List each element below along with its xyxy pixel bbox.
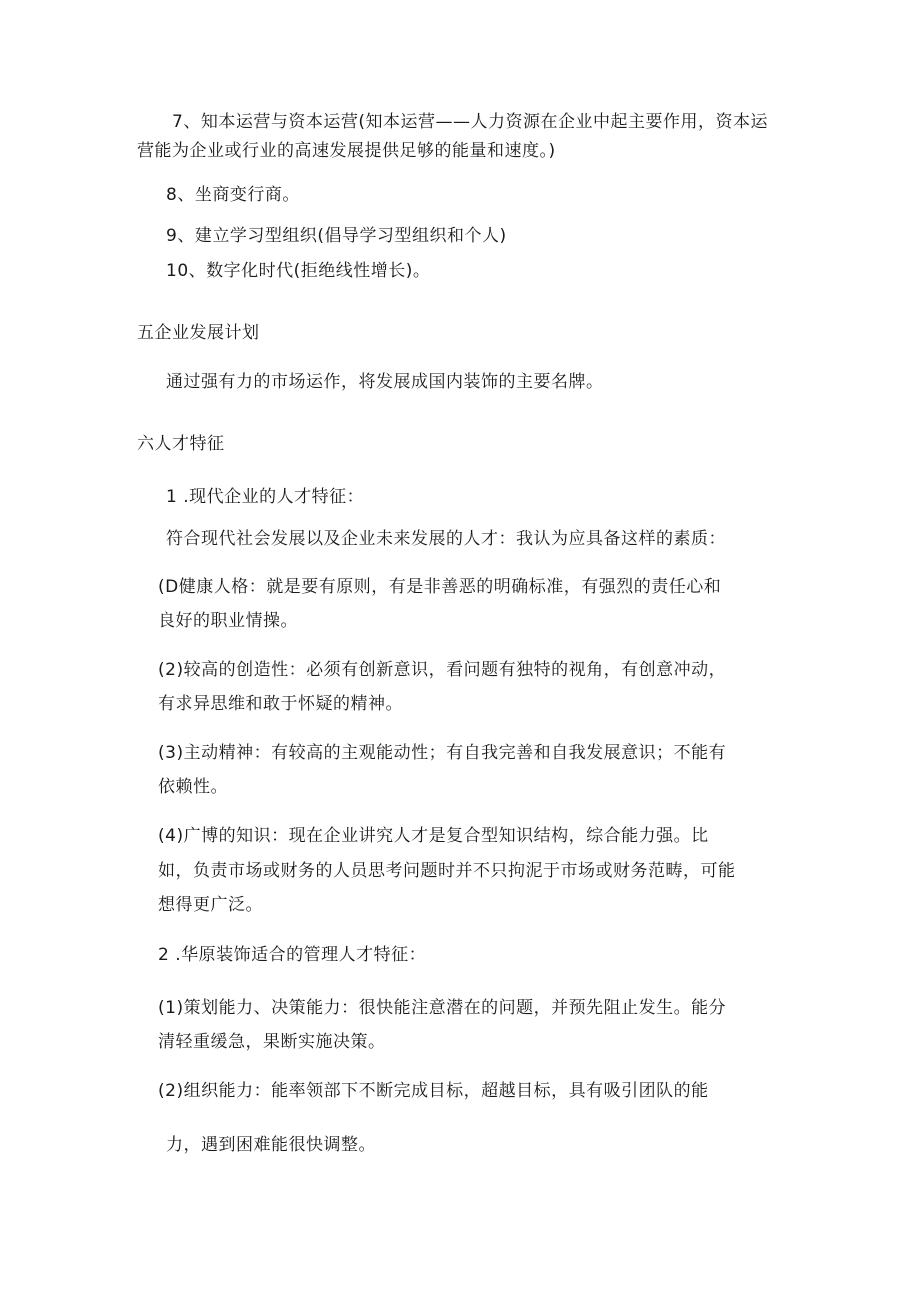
trait-3-line-1: (3)主动精神：有较高的主观能动性；有自我完善和自我发展意识；不能有 [158, 743, 727, 763]
item-10: 10、数字化时代(拒绝线性增长)。 [166, 261, 431, 281]
section-6-heading: 六人才特征 [137, 434, 225, 454]
trait-1-line-1: (D健康人格：就是要有原则，有是非善恶的明确标准，有强烈的责任心和 [158, 577, 722, 597]
mgmt-trait-1-line-1: (1)策划能力、决策能力：很快能注意潜在的问题，并预先阻止发生。能分 [158, 998, 727, 1018]
trait-2-line-1: (2)较高的创造性：必须有创新意识，看问题有独特的视角，有创意冲动， [158, 660, 727, 680]
trait-2-line-2: 有求异思维和敢于怀疑的精神。 [158, 694, 403, 714]
item-8: 8、坐商变行商。 [166, 185, 300, 205]
mgmt-trait-1-line-2: 清轻重缓急，果断实施决策。 [158, 1032, 386, 1052]
section-5-body: 通过强有力的市场运作，将发展成国内装饰的主要名牌。 [166, 372, 604, 392]
trait-4-line-1: (4)广博的知识：现在企业讲究人才是复合型知识结构，综合能力强。比 [158, 826, 709, 846]
item-7-line-1: 7、知本运营与资本运营(知本运营——人力资源在企业中起主要作用，资本运 [172, 112, 768, 132]
trait-1-line-2: 良好的职业情操。 [158, 611, 298, 631]
item-9: 9、建立学习型组织(倡导学习型组织和个人) [166, 226, 507, 246]
mgmt-trait-2-line-2: 力，遇到困难能很快调整。 [166, 1135, 376, 1155]
subsection-2-title: 2 .华原装饰适合的管理人才特征： [158, 945, 427, 965]
trait-4-line-2: 如，负责市场或财务的人员思考问题时并不只拘泥于市场或财务范畴，可能 [158, 861, 736, 881]
trait-3-line-2: 依赖性。 [158, 777, 228, 797]
subsection-1-title: 1 .现代企业的人才特征： [166, 487, 365, 507]
section-5-heading: 五企业发展计划 [137, 323, 260, 343]
mgmt-trait-2-line-1: (2)组织能力：能率领部下不断完成目标，超越目标，具有吸引团队的能 [158, 1081, 709, 1101]
trait-4-line-3: 想得更广泛。 [158, 895, 263, 915]
subsection-1-intro: 符合现代社会发展以及企业未来发展的人才：我认为应具备这样的素质： [166, 529, 726, 549]
item-7-line-2: 营能为企业或行业的高速发展提供足够的能量和速度。) [137, 141, 556, 161]
